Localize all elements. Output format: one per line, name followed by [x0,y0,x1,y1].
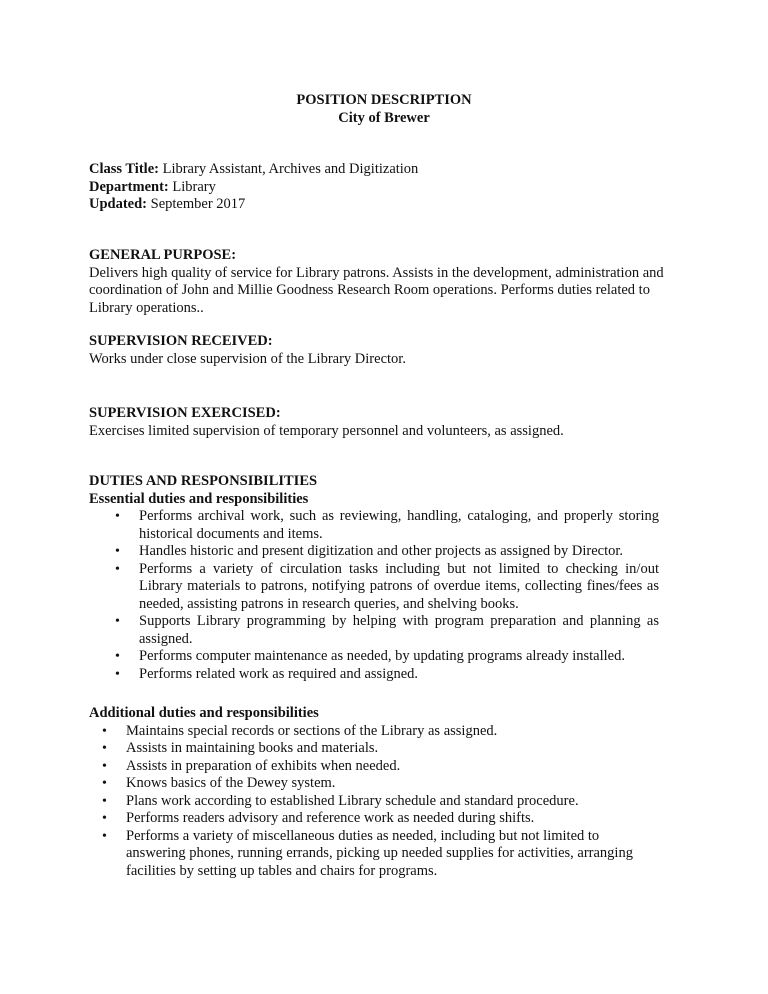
list-item: • Maintains special records or sections of the Library as assigned. [102,723,659,741]
list-item: • Knows basics of the Dewey system. [102,775,659,793]
duties-section [89,473,669,683]
general-purpose-text: Delivers high quality of service for Library patrons. Assists in the development, administration and coordination of John and Millie Goodness Research Room operations. Performs duties related to Library operations.. [89,264,664,316]
updated-line [89,196,669,214]
updated-value: September 2017 [150,196,246,212]
supervision-exercised-heading: SUPERVISION EXERCISED: [89,405,281,421]
general-purpose-heading: GENERAL PURPOSE: [89,247,237,263]
document-subtitle: City of Brewer [338,110,430,126]
general-purpose-section [89,247,675,317]
list-item: • Performs a variety of miscellaneous duties as needed, including but not limited to answering phones, running errands, picking up needed supplies for activities, arranging facilities by setting up tables and chairs for programs. [102,828,659,881]
list-item: • Performs readers advisory and reference work as needed during shifts. [102,810,659,828]
additional-duties-section [89,705,669,880]
supervision-received-heading: SUPERVISION RECEIVED: [89,333,273,349]
list-item: • Assists in maintaining books and materials. [102,740,659,758]
additional-duties-heading: Additional duties and responsibilities [89,705,319,721]
list-item: • Handles historic and present digitization and other projects as assigned by Director. [115,543,659,561]
updated-label: Updated: [89,196,148,212]
class-title-value: Library Assistant, Archives and Digitization [162,161,419,177]
additional-duties-list [102,723,659,881]
list-item: • Performs archival work, such as reviewing, handling, cataloging, and properly storing historical documents and items. [115,508,659,543]
duties-heading: DUTIES AND RESPONSIBILITIES [89,473,318,489]
list-item: • Performs related work as required and assigned. [115,666,659,684]
supervision-exercised-section [89,405,669,440]
meta-block [89,161,669,214]
list-item: • Supports Library programming by helping with program preparation and planning as assigned. [115,613,659,648]
essential-duties-list [115,508,659,683]
document-title: POSITION DESCRIPTION [296,92,472,108]
supervision-received-section [89,333,669,368]
list-item: • Plans work according to established Library schedule and standard procedure. [102,793,659,811]
department-label: Department: [89,178,169,195]
supervision-received-text: Works under close supervision of the Library Director. [89,350,406,367]
list-item: • Performs computer maintenance as needed, by updating programs already installed. [115,648,659,666]
essential-duties-heading: Essential duties and responsibilities [89,490,309,507]
department-line [89,179,669,197]
department-value: Library [172,178,216,195]
class-title-line [89,161,669,179]
supervision-exercised-text: Exercises limited supervision of temporary personnel and volunteers, as assigned. [89,422,564,439]
list-item: • Performs a variety of circulation tasks including but not limited to checking in/out Library materials to patrons, notifying patrons of overdue items, collecting fines/fees as needed, assisting patrons in research queries, and shelving books. [115,561,659,614]
list-item: • Assists in preparation of exhibits when needed. [102,758,659,776]
class-title-label: Class Title: [89,161,159,177]
